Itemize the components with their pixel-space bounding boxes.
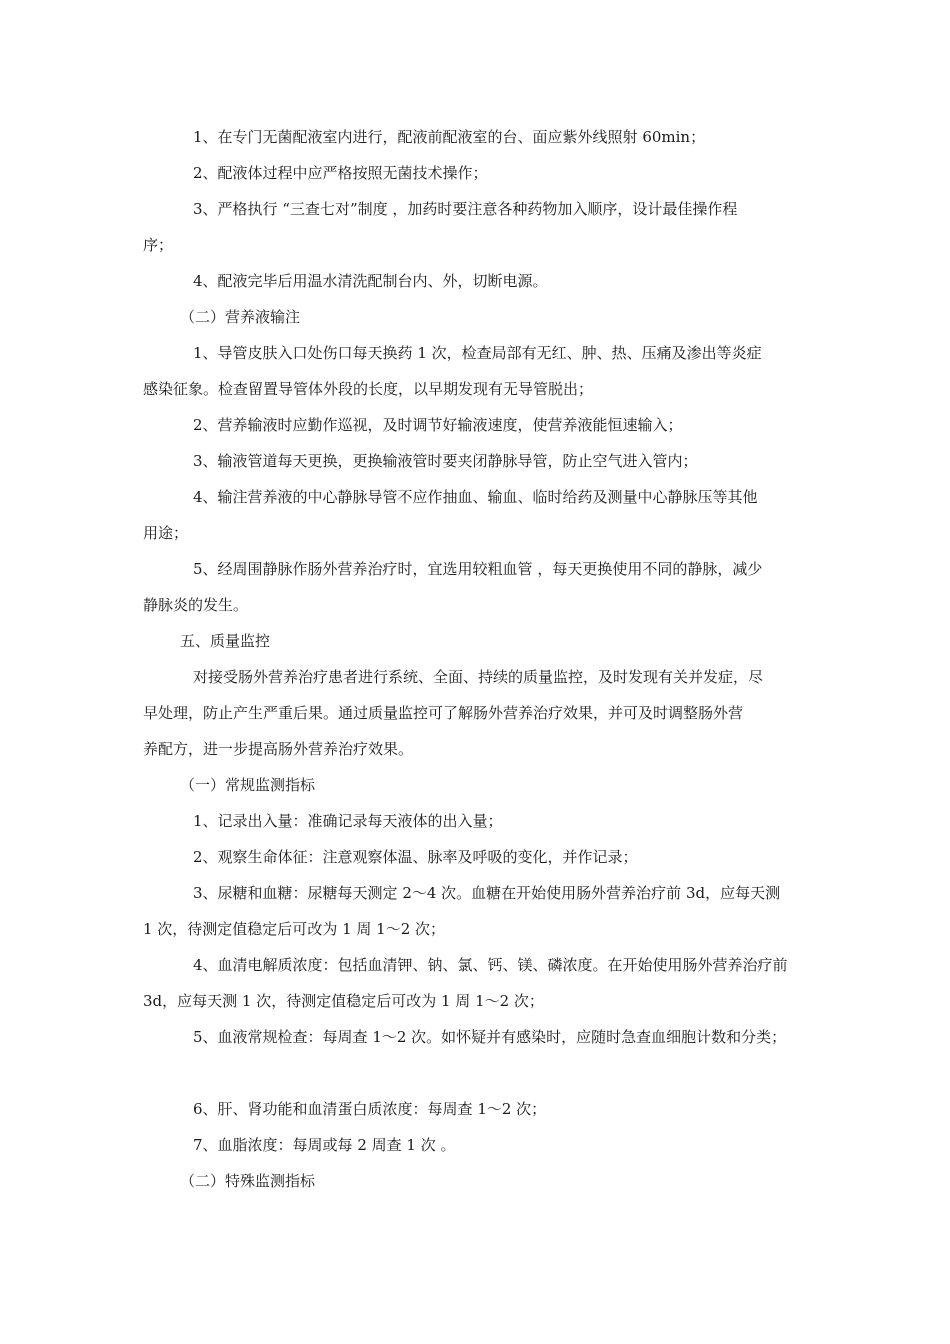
text-line: 静脉炎的发生。 — [143, 596, 249, 614]
section-heading: （二）营养液输注 — [180, 308, 301, 326]
text-line: 1、在专门无菌配液室内进行，配液前配液室的台、面应紫外线照射 60min； — [193, 128, 706, 146]
text-line: 3、严格执行 “三查七对”制度 ，加药时要注意各种药物加入顺序，设计最佳操作程 — [193, 200, 738, 218]
text-line: 7、血脂浓度：每周或每 2 周查 1 次 。 — [193, 1136, 456, 1154]
text-line: 2、营养输液时应勤作巡视，及时调节好输液速度，使营养液能恒速输入； — [193, 416, 683, 434]
text-line: 2、观察生命体征：注意观察体温、脉率及呼吸的变化，并作记录； — [193, 848, 638, 866]
text-line: 4、输注营养液的中心静脉导管不应作抽血、输血、临时给药及测量中心静脉压等其他 — [193, 488, 758, 506]
text-line: 4、配液完毕后用温水清洗配制台内、外，切断电源。 — [193, 272, 548, 290]
text-line: 3、尿糖和血糖：尿糖每天测定 2～4 次。血糖在开始使用肠外营养治疗前 3d，应每天测 — [193, 884, 781, 902]
text-line: 养配方，进一步提高肠外营养治疗效果。 — [143, 740, 414, 758]
section-heading: 五、质量监控 — [180, 632, 271, 650]
text-line: 3、输液管道每天更换，更换输液管时要夹闭静脉导管，防止空气进入管内； — [193, 452, 698, 470]
text-line: 6、肝、肾功能和血清蛋白质浓度：每周查 1～2 次； — [193, 1100, 547, 1118]
section-heading: （一）常规监测指标 — [180, 776, 316, 794]
text-line: 感染征象。检查留置导管体外段的长度，以早期发现有无导管脱出； — [143, 380, 594, 398]
text-line: 1 次，待测定值稳定后可改为 1 周 1～2 次； — [143, 920, 446, 938]
text-line: 1、记录出入量：准确记录每天液体的出入量； — [193, 812, 503, 830]
section-heading: （二）特殊监测指标 — [180, 1172, 316, 1190]
text-line: 1、导管皮肤入口处伤口每天换药 1 次，检查局部有无红、肿、热、压痛及渗出等炎症 — [193, 344, 762, 362]
text-line: 早处理，防止产生严重后果。通过质量监控可了解肠外营养治疗效果，并可及时调整肠外营 — [143, 704, 744, 722]
text-line: 对接受肠外营养治疗患者进行系统、全面、持续的质量监控，及时发现有关并发症，尽 — [193, 668, 764, 686]
text-line: 2、配液体过程中应严格按照无菌技术操作； — [193, 164, 488, 182]
text-line: 5、经周围静脉作肠外营养治疗时，宜选用较粗血管 ，每天更换使用不同的静脉，减少 — [193, 560, 763, 578]
text-line: 用途； — [143, 524, 189, 542]
text-line: 3d，应每天测 1 次，待测定值稳定后可改为 1 周 1～2 次； — [143, 992, 544, 1010]
text-line: 5、血液常规检查：每周查 1～2 次。如怀疑并有感染时，应随时急查血细胞计数和分类； — [193, 1028, 787, 1046]
text-line: 4、血清电解质浓度：包括血清钾、钠、氯、钙、镁、磷浓度。在开始使用肠外营养治疗前 — [193, 956, 788, 974]
text-line: 序； — [143, 236, 174, 254]
